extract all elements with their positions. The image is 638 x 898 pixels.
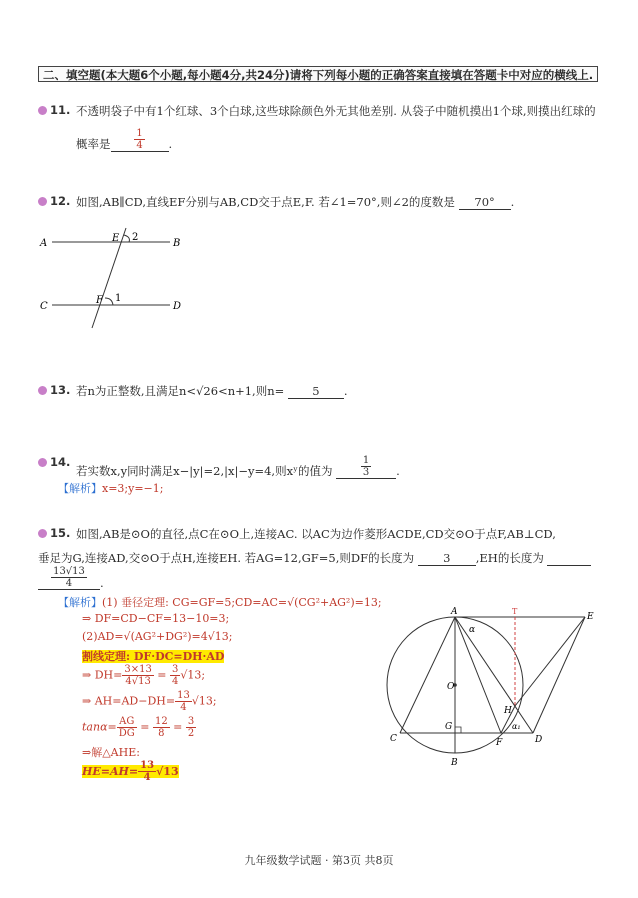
label-f: F: [96, 295, 103, 306]
answer-blank-15b-top: [547, 565, 591, 566]
bullet-icon: [38, 197, 47, 206]
bullet-icon: [38, 458, 47, 467]
label-a: A: [451, 607, 458, 617]
label-o: O: [447, 682, 455, 692]
label-e: E: [587, 612, 594, 622]
analysis-15-line7: tanα= $\frac{AG}{DG}$ = $\frac{12}{8}$ = $\frac{3}{2}$: [82, 716, 195, 739]
analysis-15-line2: ⇒ DF=CD−CF=13−10=3;: [82, 612, 230, 625]
label-b: B: [173, 238, 181, 249]
answer-blank-11: $\frac{1}{4}$: [111, 128, 169, 152]
label-alpha: α: [469, 625, 476, 635]
question-number-12: 12.: [38, 194, 70, 208]
question-13-text: 若n为正整数,且满足n<√26<n+1,则n= 5 .: [76, 384, 348, 398]
page-footer: 九年级数学试题 · 第3页 共8页: [244, 854, 394, 867]
analysis-15-line4: 割线定理: DF·DC=DH·AD: [82, 650, 225, 663]
label-f: F: [496, 738, 503, 748]
question-14-text: 若实数x,y同时满足x−|y|=2,|x|−y=4,则xʸ的值为 $\frac{1}{3}$ .: [76, 455, 400, 478]
label-c: C: [40, 301, 48, 312]
label-angle-2: 2: [132, 232, 139, 243]
question-15-text: 如图,AB是⊙O的直径,点C在⊙O上,连接AC. 以AC为边作菱形ACDE,CD交⊙O于点F,AB⊥CD,: [76, 527, 556, 541]
parallel-lines-figure: [38, 225, 188, 335]
label-d: D: [173, 301, 182, 312]
label-angle-1: 1: [115, 293, 122, 304]
analysis-15-line3: (2)AD=√(AG²+DG²)=4√13;: [82, 630, 233, 643]
bullet-icon: [38, 529, 47, 538]
circle-rhombus-figure: [375, 605, 605, 775]
question-number-13: 13.: [38, 383, 70, 397]
label-alpha1: α₁: [512, 722, 521, 731]
analysis-15-line5: ⇒ DH= $\frac{3\times 13}{4√13}$ = $\frac{3}{4}$ √13;: [82, 664, 206, 687]
analysis-15-line8: ⇒解△AHE:: [82, 746, 140, 759]
question-15-line3: $\frac{13√13}{4}$ .: [38, 566, 104, 590]
answer-blank-14: $\frac{1}{3}$: [336, 455, 396, 479]
label-e: E: [112, 233, 120, 244]
analysis-14: 【解析】x=3;y=−1;: [58, 482, 164, 495]
answer-blank-13: 5: [288, 384, 344, 399]
question-number-15: 15.: [38, 526, 70, 540]
answer-blank-15a: 3: [418, 551, 476, 566]
label-d: D: [535, 735, 543, 745]
answer-blank-15b: $\frac{13√13}{4}$: [38, 566, 100, 590]
answer-blank-12: 70°: [459, 195, 511, 210]
bullet-icon: [38, 106, 47, 115]
label-t: T: [512, 607, 518, 616]
analysis-15-line6: ⇒ AH=AD−DH= $\frac{13}{4}$ √13;: [82, 690, 217, 713]
question-number-14: 14.: [38, 455, 70, 469]
bullet-icon: [38, 386, 47, 395]
label-h: H: [504, 706, 512, 716]
question-11-line2: 概率是 $\frac{1}{4}$ .: [76, 128, 173, 151]
label-a: A: [40, 238, 48, 249]
analysis-15-result: HE=AH= $\frac{13}{4}$ √13: [82, 760, 179, 783]
label-c: C: [390, 734, 397, 744]
question-12-text: 如图,AB∥CD,直线EF分别与AB,CD交于点E,F. 若∠1=70°,则∠2的度数是 70° .: [76, 195, 515, 209]
label-b: B: [451, 758, 458, 768]
analysis-15-line1: 【解析】(1) 垂径定理: CG=GF=5;CD=AC=√(CG²+AG²)=13;: [58, 596, 382, 609]
question-15-line2: 垂足为G,连接AD,交⊙O于点H,连接EH. 若AG=12,GF=5,则DF的长度为 3 ,EH的长度为: [38, 550, 591, 566]
question-number-11: 11.: [38, 103, 70, 117]
section-header: 二、填空题(本大题6个小题,每小题4分,共24分)请将下列每小题的正确答案直接填在答题卡中对应的横线上.: [38, 66, 598, 82]
question-11-text: 不透明袋子中有1个红球、3个白球,这些球除颜色外无其他差别. 从袋子中随机摸出1个球,则摸出红球的: [76, 104, 596, 118]
label-g: G: [445, 722, 453, 732]
